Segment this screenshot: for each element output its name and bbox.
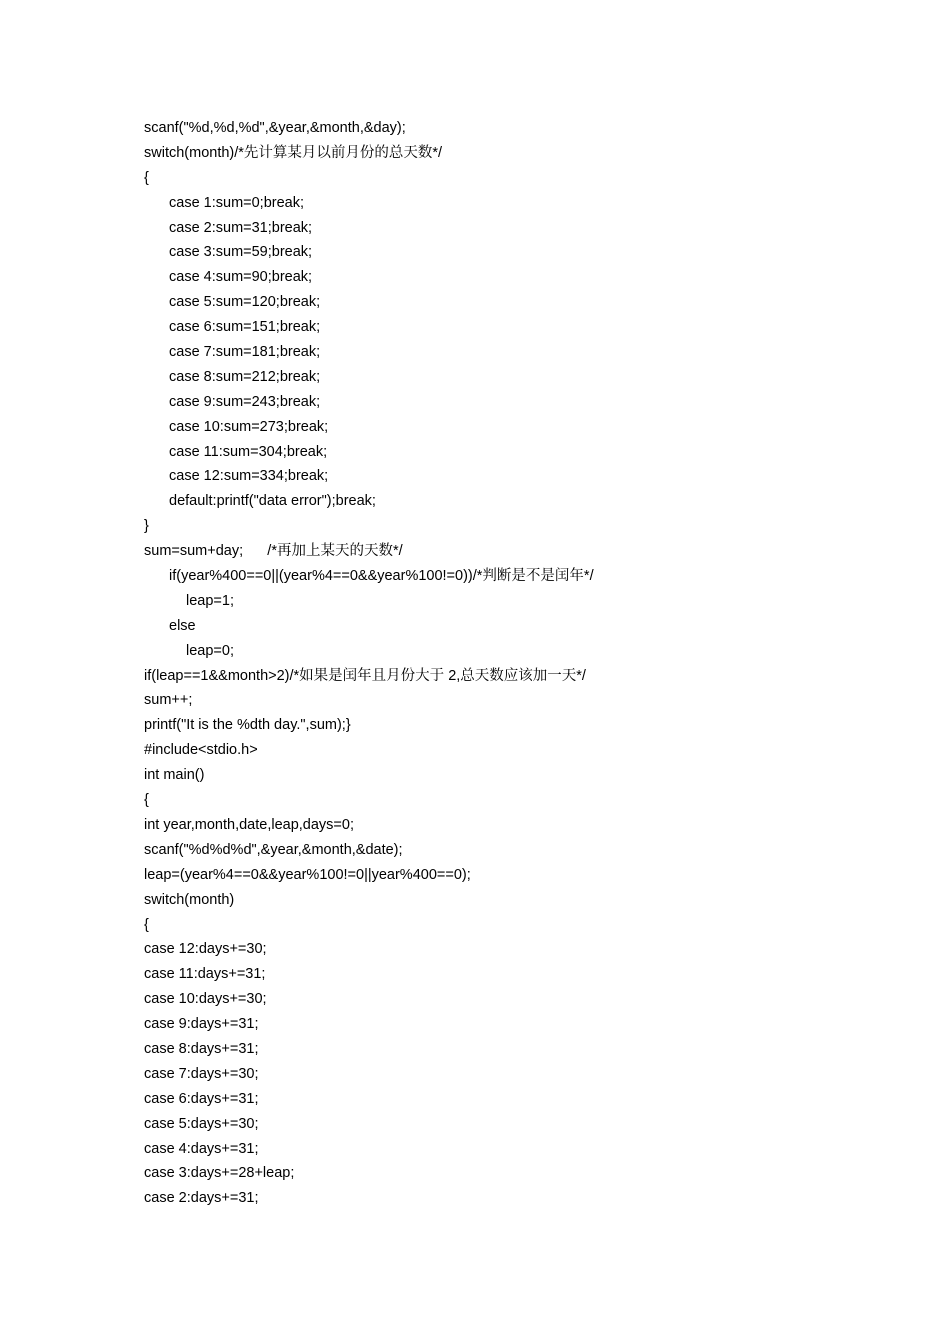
code-line-28: { (144, 792, 149, 809)
code-line-43: case 3:days+=28+leap; (144, 1165, 295, 1182)
code-line-10: case 7:sum=181;break; (169, 344, 321, 361)
code-line-5: case 2:sum=31;break; (169, 219, 313, 236)
code-line-15: case 12:sum=334;break; (169, 468, 329, 485)
code-line-1: scanf("%d,%d,%d",&year,&month,&day); (144, 120, 406, 136)
code-line-23: if(leap==1&&month>2)/*如果是闰年且月份大于 2,总天数应该加一天*/ (144, 667, 586, 684)
code-line-35: case 11:days+=31; (144, 966, 266, 983)
code-line-12: case 9:sum=243;break; (169, 393, 321, 410)
code-line-7: case 4:sum=90;break; (169, 269, 313, 286)
code-line-20: leap=1; (186, 592, 234, 609)
code-line-44: case 2:days+=31; (144, 1190, 259, 1207)
code-line-19: if(year%400==0||(year%4==0&&year%100!=0))/*判断是不是闰年*/ (169, 568, 594, 585)
code-line-34: case 12:days+=30; (144, 941, 267, 958)
code-line-37: case 9:days+=31; (144, 1016, 259, 1033)
code-listing (144, 116, 904, 1211)
code-line-22: leap=0; (186, 642, 234, 659)
code-line-17: } (144, 518, 149, 535)
code-line-36: case 10:days+=30; (144, 991, 267, 1008)
code-line-42: case 4:days+=31; (144, 1140, 259, 1157)
code-line-26: #include<stdio.h> (144, 742, 258, 759)
code-line-14: case 11:sum=304;break; (169, 443, 328, 460)
code-line-21: else (169, 617, 196, 634)
code-line-16: default:printf("data error");break; (169, 493, 376, 510)
code-line-27: int main() (144, 767, 205, 784)
code-line-31: leap=(year%4==0&&year%100!=0||year%400==0); (144, 866, 471, 883)
code-line-32: switch(month) (144, 891, 235, 908)
code-line-18: sum=sum+day; /*再加上某天的天数*/ (144, 543, 403, 560)
code-line-25: printf("It is the %dth day.",sum);} (144, 717, 351, 734)
code-line-8: case 5:sum=120;break; (169, 294, 321, 311)
code-line-3: { (144, 169, 149, 186)
code-line-2: switch(month)/*先计算某月以前月份的总天数*/ (144, 144, 443, 161)
code-line-39: case 7:days+=30; (144, 1065, 259, 1082)
code-line-29: int year,month,date,leap,days=0; (144, 816, 354, 833)
code-line-30: scanf("%d%d%d",&year,&month,&date); (144, 841, 403, 858)
code-line-40: case 6:days+=31; (144, 1090, 259, 1107)
code-line-33: { (144, 916, 149, 933)
code-line-24: sum++; (144, 692, 193, 709)
code-line-11: case 8:sum=212;break; (169, 368, 321, 385)
code-line-13: case 10:sum=273;break; (169, 418, 329, 435)
code-line-6: case 3:sum=59;break; (169, 244, 313, 261)
code-line-4: case 1:sum=0;break; (169, 194, 305, 211)
code-line-41: case 5:days+=30; (144, 1115, 259, 1132)
code-line-38: case 8:days+=31; (144, 1040, 259, 1057)
code-line-9: case 6:sum=151;break; (169, 319, 321, 336)
